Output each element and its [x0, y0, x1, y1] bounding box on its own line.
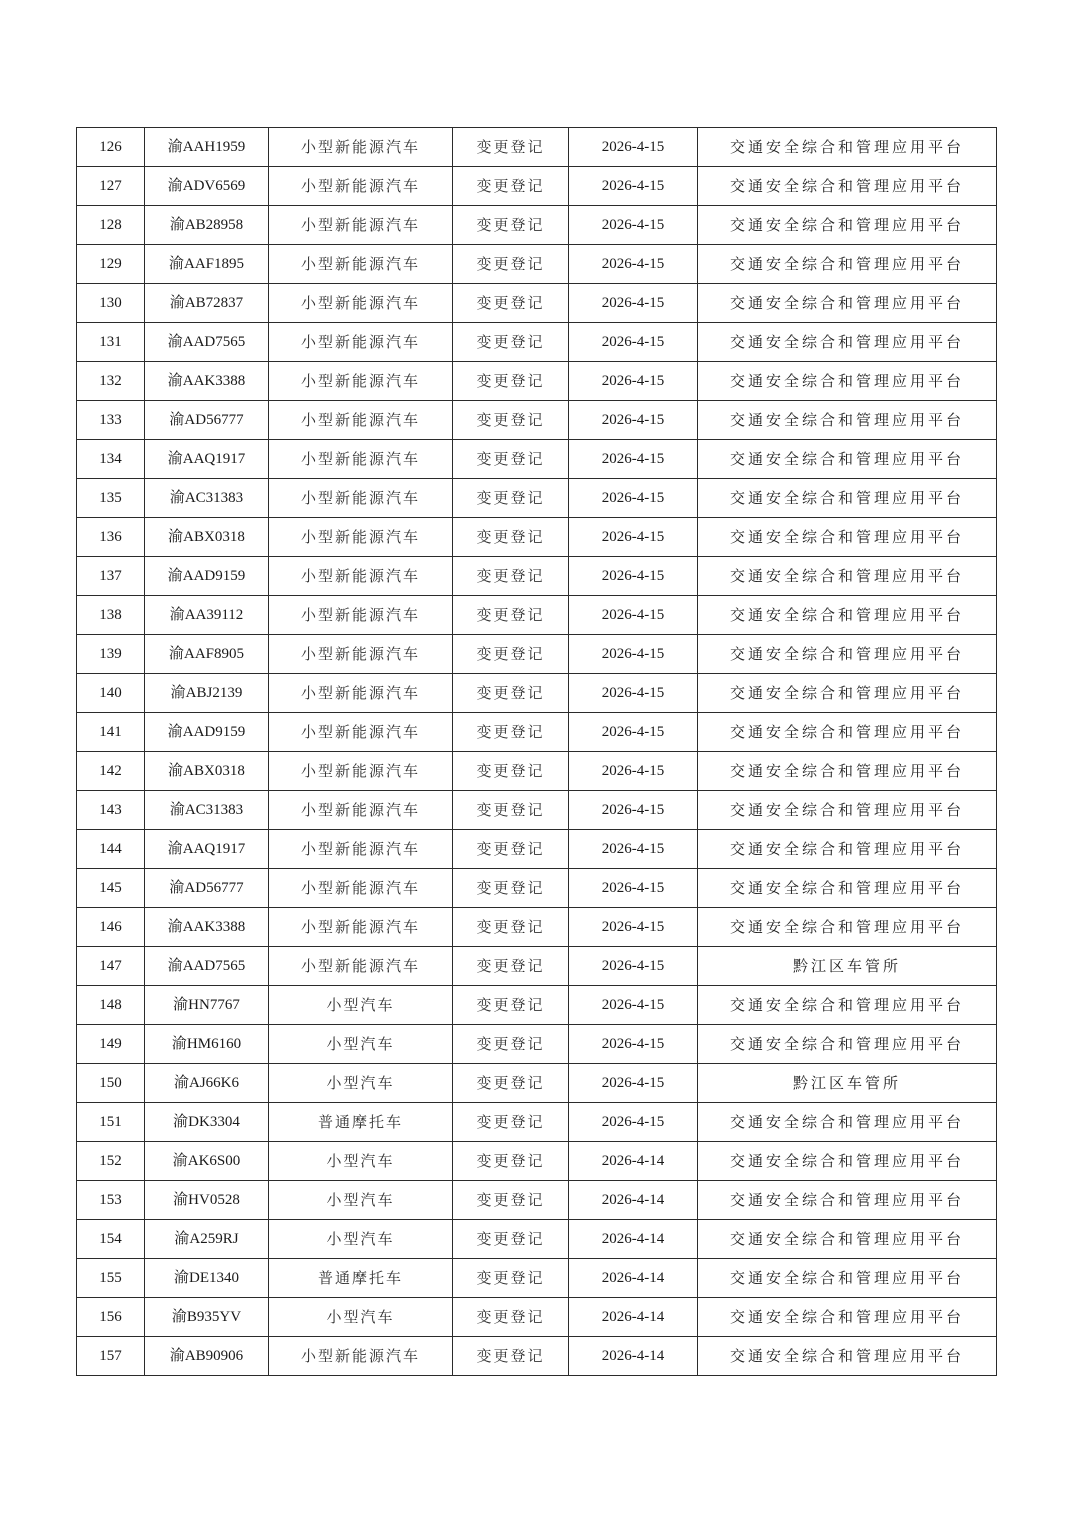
vehicle-type-cell: 小型汽车	[269, 986, 453, 1025]
row-number-cell: 148	[77, 986, 145, 1025]
row-number-cell: 129	[77, 245, 145, 284]
business-type-cell: 变更登记	[453, 401, 569, 440]
business-type-cell: 变更登记	[453, 1298, 569, 1337]
date-cell: 2026-4-14	[569, 1298, 698, 1337]
row-number-cell: 141	[77, 713, 145, 752]
vehicle-type-cell: 小型新能源汽车	[269, 362, 453, 401]
plate-number-cell: 渝AC31383	[145, 791, 269, 830]
handling-place-cell: 黔江区车管所	[698, 947, 997, 986]
plate-number-cell: 渝ABJ2139	[145, 674, 269, 713]
row-number-cell: 127	[77, 167, 145, 206]
table-row	[77, 479, 997, 518]
vehicle-type-cell: 小型新能源汽车	[269, 128, 453, 167]
date-cell: 2026-4-15	[569, 401, 698, 440]
registration-table	[76, 127, 997, 1376]
table-row	[77, 752, 997, 791]
table-row	[77, 1142, 997, 1181]
row-number-cell: 150	[77, 1064, 145, 1103]
vehicle-type-cell: 小型新能源汽车	[269, 323, 453, 362]
table-row	[77, 1181, 997, 1220]
business-type-cell: 变更登记	[453, 479, 569, 518]
row-number-cell: 136	[77, 518, 145, 557]
table-row	[77, 284, 997, 323]
table-row	[77, 830, 997, 869]
plate-number-cell: 渝AAQ1917	[145, 830, 269, 869]
vehicle-type-cell: 小型新能源汽车	[269, 167, 453, 206]
plate-number-cell: 渝AAD9159	[145, 557, 269, 596]
business-type-cell: 变更登记	[453, 557, 569, 596]
vehicle-type-cell: 小型新能源汽车	[269, 440, 453, 479]
row-number-cell: 152	[77, 1142, 145, 1181]
table-row	[77, 713, 997, 752]
handling-place-cell: 交通安全综合和管理应用平台	[698, 986, 997, 1025]
row-number-cell: 139	[77, 635, 145, 674]
vehicle-type-cell: 小型汽车	[269, 1298, 453, 1337]
vehicle-type-cell: 小型新能源汽车	[269, 635, 453, 674]
row-number-cell: 130	[77, 284, 145, 323]
row-number-cell: 131	[77, 323, 145, 362]
handling-place-cell: 交通安全综合和管理应用平台	[698, 1142, 997, 1181]
vehicle-type-cell: 小型新能源汽车	[269, 401, 453, 440]
vehicle-type-cell: 小型新能源汽车	[269, 479, 453, 518]
vehicle-type-cell: 小型汽车	[269, 1220, 453, 1259]
table-row	[77, 1025, 997, 1064]
plate-number-cell: 渝AAF8905	[145, 635, 269, 674]
plate-number-cell: 渝B935YV	[145, 1298, 269, 1337]
business-type-cell: 变更登记	[453, 1259, 569, 1298]
date-cell: 2026-4-15	[569, 284, 698, 323]
plate-number-cell: 渝AAD9159	[145, 713, 269, 752]
row-number-cell: 138	[77, 596, 145, 635]
handling-place-cell: 交通安全综合和管理应用平台	[698, 1298, 997, 1337]
vehicle-type-cell: 小型新能源汽车	[269, 284, 453, 323]
business-type-cell: 变更登记	[453, 713, 569, 752]
row-number-cell: 147	[77, 947, 145, 986]
date-cell: 2026-4-14	[569, 1181, 698, 1220]
row-number-cell: 144	[77, 830, 145, 869]
plate-number-cell: 渝ABX0318	[145, 752, 269, 791]
date-cell: 2026-4-15	[569, 1064, 698, 1103]
row-number-cell: 126	[77, 128, 145, 167]
table-row	[77, 1259, 997, 1298]
plate-number-cell: 渝DK3304	[145, 1103, 269, 1142]
table-row	[77, 323, 997, 362]
plate-number-cell: 渝ABX0318	[145, 518, 269, 557]
business-type-cell: 变更登记	[453, 635, 569, 674]
vehicle-type-cell: 小型新能源汽车	[269, 557, 453, 596]
plate-number-cell: 渝A259RJ	[145, 1220, 269, 1259]
business-type-cell: 变更登记	[453, 830, 569, 869]
handling-place-cell: 交通安全综合和管理应用平台	[698, 167, 997, 206]
date-cell: 2026-4-15	[569, 479, 698, 518]
business-type-cell: 变更登记	[453, 1142, 569, 1181]
vehicle-type-cell: 小型新能源汽车	[269, 830, 453, 869]
row-number-cell: 135	[77, 479, 145, 518]
handling-place-cell: 交通安全综合和管理应用平台	[698, 401, 997, 440]
plate-number-cell: 渝AC31383	[145, 479, 269, 518]
business-type-cell: 变更登记	[453, 752, 569, 791]
date-cell: 2026-4-15	[569, 713, 698, 752]
plate-number-cell: 渝DE1340	[145, 1259, 269, 1298]
table-row	[77, 791, 997, 830]
row-number-cell: 143	[77, 791, 145, 830]
vehicle-type-cell: 小型新能源汽车	[269, 908, 453, 947]
vehicle-type-cell: 小型新能源汽车	[269, 869, 453, 908]
handling-place-cell: 交通安全综合和管理应用平台	[698, 128, 997, 167]
vehicle-type-cell: 小型新能源汽车	[269, 596, 453, 635]
vehicle-type-cell: 小型汽车	[269, 1025, 453, 1064]
handling-place-cell: 交通安全综合和管理应用平台	[698, 1259, 997, 1298]
handling-place-cell: 交通安全综合和管理应用平台	[698, 713, 997, 752]
handling-place-cell: 交通安全综合和管理应用平台	[698, 323, 997, 362]
row-number-cell: 145	[77, 869, 145, 908]
handling-place-cell: 交通安全综合和管理应用平台	[698, 1337, 997, 1376]
handling-place-cell: 交通安全综合和管理应用平台	[698, 869, 997, 908]
handling-place-cell: 交通安全综合和管理应用平台	[698, 1181, 997, 1220]
row-number-cell: 154	[77, 1220, 145, 1259]
handling-place-cell: 交通安全综合和管理应用平台	[698, 206, 997, 245]
business-type-cell: 变更登记	[453, 1220, 569, 1259]
table-row	[77, 557, 997, 596]
table-row	[77, 986, 997, 1025]
plate-number-cell: 渝AD56777	[145, 401, 269, 440]
table-row	[77, 362, 997, 401]
vehicle-type-cell: 普通摩托车	[269, 1259, 453, 1298]
table-row	[77, 440, 997, 479]
business-type-cell: 变更登记	[453, 518, 569, 557]
business-type-cell: 变更登记	[453, 1064, 569, 1103]
handling-place-cell: 交通安全综合和管理应用平台	[698, 557, 997, 596]
business-type-cell: 变更登记	[453, 947, 569, 986]
business-type-cell: 变更登记	[453, 986, 569, 1025]
plate-number-cell: 渝AK6S00	[145, 1142, 269, 1181]
plate-number-cell: 渝HN7767	[145, 986, 269, 1025]
table-row	[77, 1220, 997, 1259]
table-row	[77, 1103, 997, 1142]
date-cell: 2026-4-15	[569, 206, 698, 245]
row-number-cell: 149	[77, 1025, 145, 1064]
business-type-cell: 变更登记	[453, 908, 569, 947]
business-type-cell: 变更登记	[453, 440, 569, 479]
business-type-cell: 变更登记	[453, 674, 569, 713]
table-row	[77, 401, 997, 440]
plate-number-cell: 渝AAK3388	[145, 908, 269, 947]
table-row	[77, 869, 997, 908]
plate-number-cell: 渝AAQ1917	[145, 440, 269, 479]
date-cell: 2026-4-15	[569, 1025, 698, 1064]
date-cell: 2026-4-15	[569, 1103, 698, 1142]
vehicle-type-cell: 小型新能源汽车	[269, 674, 453, 713]
vehicle-type-cell: 小型新能源汽车	[269, 947, 453, 986]
handling-place-cell: 交通安全综合和管理应用平台	[698, 245, 997, 284]
handling-place-cell: 交通安全综合和管理应用平台	[698, 908, 997, 947]
date-cell: 2026-4-15	[569, 869, 698, 908]
handling-place-cell: 交通安全综合和管理应用平台	[698, 284, 997, 323]
plate-number-cell: 渝AAK3388	[145, 362, 269, 401]
handling-place-cell: 交通安全综合和管理应用平台	[698, 362, 997, 401]
plate-number-cell: 渝AB90906	[145, 1337, 269, 1376]
table-row	[77, 206, 997, 245]
handling-place-cell: 交通安全综合和管理应用平台	[698, 635, 997, 674]
business-type-cell: 变更登记	[453, 128, 569, 167]
date-cell: 2026-4-15	[569, 518, 698, 557]
row-number-cell: 132	[77, 362, 145, 401]
plate-number-cell: 渝HM6160	[145, 1025, 269, 1064]
plate-number-cell: 渝AAH1959	[145, 128, 269, 167]
row-number-cell: 140	[77, 674, 145, 713]
table-row	[77, 1298, 997, 1337]
business-type-cell: 变更登记	[453, 362, 569, 401]
date-cell: 2026-4-15	[569, 167, 698, 206]
table-row	[77, 596, 997, 635]
business-type-cell: 变更登记	[453, 1337, 569, 1376]
handling-place-cell: 黔江区车管所	[698, 1064, 997, 1103]
vehicle-type-cell: 小型汽车	[269, 1064, 453, 1103]
table-row	[77, 518, 997, 557]
business-type-cell: 变更登记	[453, 245, 569, 284]
business-type-cell: 变更登记	[453, 206, 569, 245]
table-row	[77, 167, 997, 206]
date-cell: 2026-4-15	[569, 245, 698, 284]
table-row	[77, 1337, 997, 1376]
handling-place-cell: 交通安全综合和管理应用平台	[698, 791, 997, 830]
plate-number-cell: 渝AJ66K6	[145, 1064, 269, 1103]
vehicle-type-cell: 小型汽车	[269, 1142, 453, 1181]
vehicle-type-cell: 小型新能源汽车	[269, 206, 453, 245]
handling-place-cell: 交通安全综合和管理应用平台	[698, 674, 997, 713]
vehicle-type-cell: 小型新能源汽车	[269, 752, 453, 791]
vehicle-type-cell: 小型新能源汽车	[269, 245, 453, 284]
date-cell: 2026-4-15	[569, 986, 698, 1025]
date-cell: 2026-4-14	[569, 1337, 698, 1376]
date-cell: 2026-4-15	[569, 323, 698, 362]
handling-place-cell: 交通安全综合和管理应用平台	[698, 830, 997, 869]
plate-number-cell: 渝AB28958	[145, 206, 269, 245]
handling-place-cell: 交通安全综合和管理应用平台	[698, 479, 997, 518]
vehicle-type-cell: 小型汽车	[269, 1181, 453, 1220]
plate-number-cell: 渝AB72837	[145, 284, 269, 323]
date-cell: 2026-4-14	[569, 1220, 698, 1259]
business-type-cell: 变更登记	[453, 596, 569, 635]
handling-place-cell: 交通安全综合和管理应用平台	[698, 518, 997, 557]
business-type-cell: 变更登记	[453, 1103, 569, 1142]
row-number-cell: 137	[77, 557, 145, 596]
row-number-cell: 157	[77, 1337, 145, 1376]
table-row	[77, 128, 997, 167]
business-type-cell: 变更登记	[453, 323, 569, 362]
plate-number-cell: 渝AAF1895	[145, 245, 269, 284]
row-number-cell: 156	[77, 1298, 145, 1337]
date-cell: 2026-4-15	[569, 830, 698, 869]
date-cell: 2026-4-15	[569, 791, 698, 830]
table-row	[77, 947, 997, 986]
business-type-cell: 变更登记	[453, 791, 569, 830]
business-type-cell: 变更登记	[453, 869, 569, 908]
vehicle-type-cell: 小型新能源汽车	[269, 791, 453, 830]
date-cell: 2026-4-15	[569, 557, 698, 596]
row-number-cell: 134	[77, 440, 145, 479]
row-number-cell: 153	[77, 1181, 145, 1220]
vehicle-type-cell: 小型新能源汽车	[269, 518, 453, 557]
date-cell: 2026-4-15	[569, 947, 698, 986]
registration-table-body	[77, 128, 997, 1376]
date-cell: 2026-4-15	[569, 674, 698, 713]
business-type-cell: 变更登记	[453, 1025, 569, 1064]
handling-place-cell: 交通安全综合和管理应用平台	[698, 1220, 997, 1259]
date-cell: 2026-4-15	[569, 362, 698, 401]
handling-place-cell: 交通安全综合和管理应用平台	[698, 752, 997, 791]
date-cell: 2026-4-14	[569, 1259, 698, 1298]
table-row	[77, 908, 997, 947]
handling-place-cell: 交通安全综合和管理应用平台	[698, 1025, 997, 1064]
vehicle-type-cell: 小型新能源汽车	[269, 1337, 453, 1376]
plate-number-cell: 渝AD56777	[145, 869, 269, 908]
plate-number-cell: 渝ADV6569	[145, 167, 269, 206]
row-number-cell: 155	[77, 1259, 145, 1298]
vehicle-type-cell: 小型新能源汽车	[269, 713, 453, 752]
plate-number-cell: 渝HV0528	[145, 1181, 269, 1220]
business-type-cell: 变更登记	[453, 1181, 569, 1220]
date-cell: 2026-4-15	[569, 635, 698, 674]
vehicle-type-cell: 普通摩托车	[269, 1103, 453, 1142]
date-cell: 2026-4-15	[569, 440, 698, 479]
date-cell: 2026-4-15	[569, 752, 698, 791]
plate-number-cell: 渝AAD7565	[145, 947, 269, 986]
row-number-cell: 133	[77, 401, 145, 440]
date-cell: 2026-4-15	[569, 908, 698, 947]
row-number-cell: 151	[77, 1103, 145, 1142]
table-row	[77, 635, 997, 674]
table-row	[77, 245, 997, 284]
table-row	[77, 674, 997, 713]
row-number-cell: 146	[77, 908, 145, 947]
handling-place-cell: 交通安全综合和管理应用平台	[698, 440, 997, 479]
row-number-cell: 128	[77, 206, 145, 245]
plate-number-cell: 渝AA39112	[145, 596, 269, 635]
plate-number-cell: 渝AAD7565	[145, 323, 269, 362]
date-cell: 2026-4-15	[569, 596, 698, 635]
date-cell: 2026-4-15	[569, 128, 698, 167]
table-row	[77, 1064, 997, 1103]
business-type-cell: 变更登记	[453, 167, 569, 206]
handling-place-cell: 交通安全综合和管理应用平台	[698, 1103, 997, 1142]
date-cell: 2026-4-14	[569, 1142, 698, 1181]
row-number-cell: 142	[77, 752, 145, 791]
business-type-cell: 变更登记	[453, 284, 569, 323]
handling-place-cell: 交通安全综合和管理应用平台	[698, 596, 997, 635]
